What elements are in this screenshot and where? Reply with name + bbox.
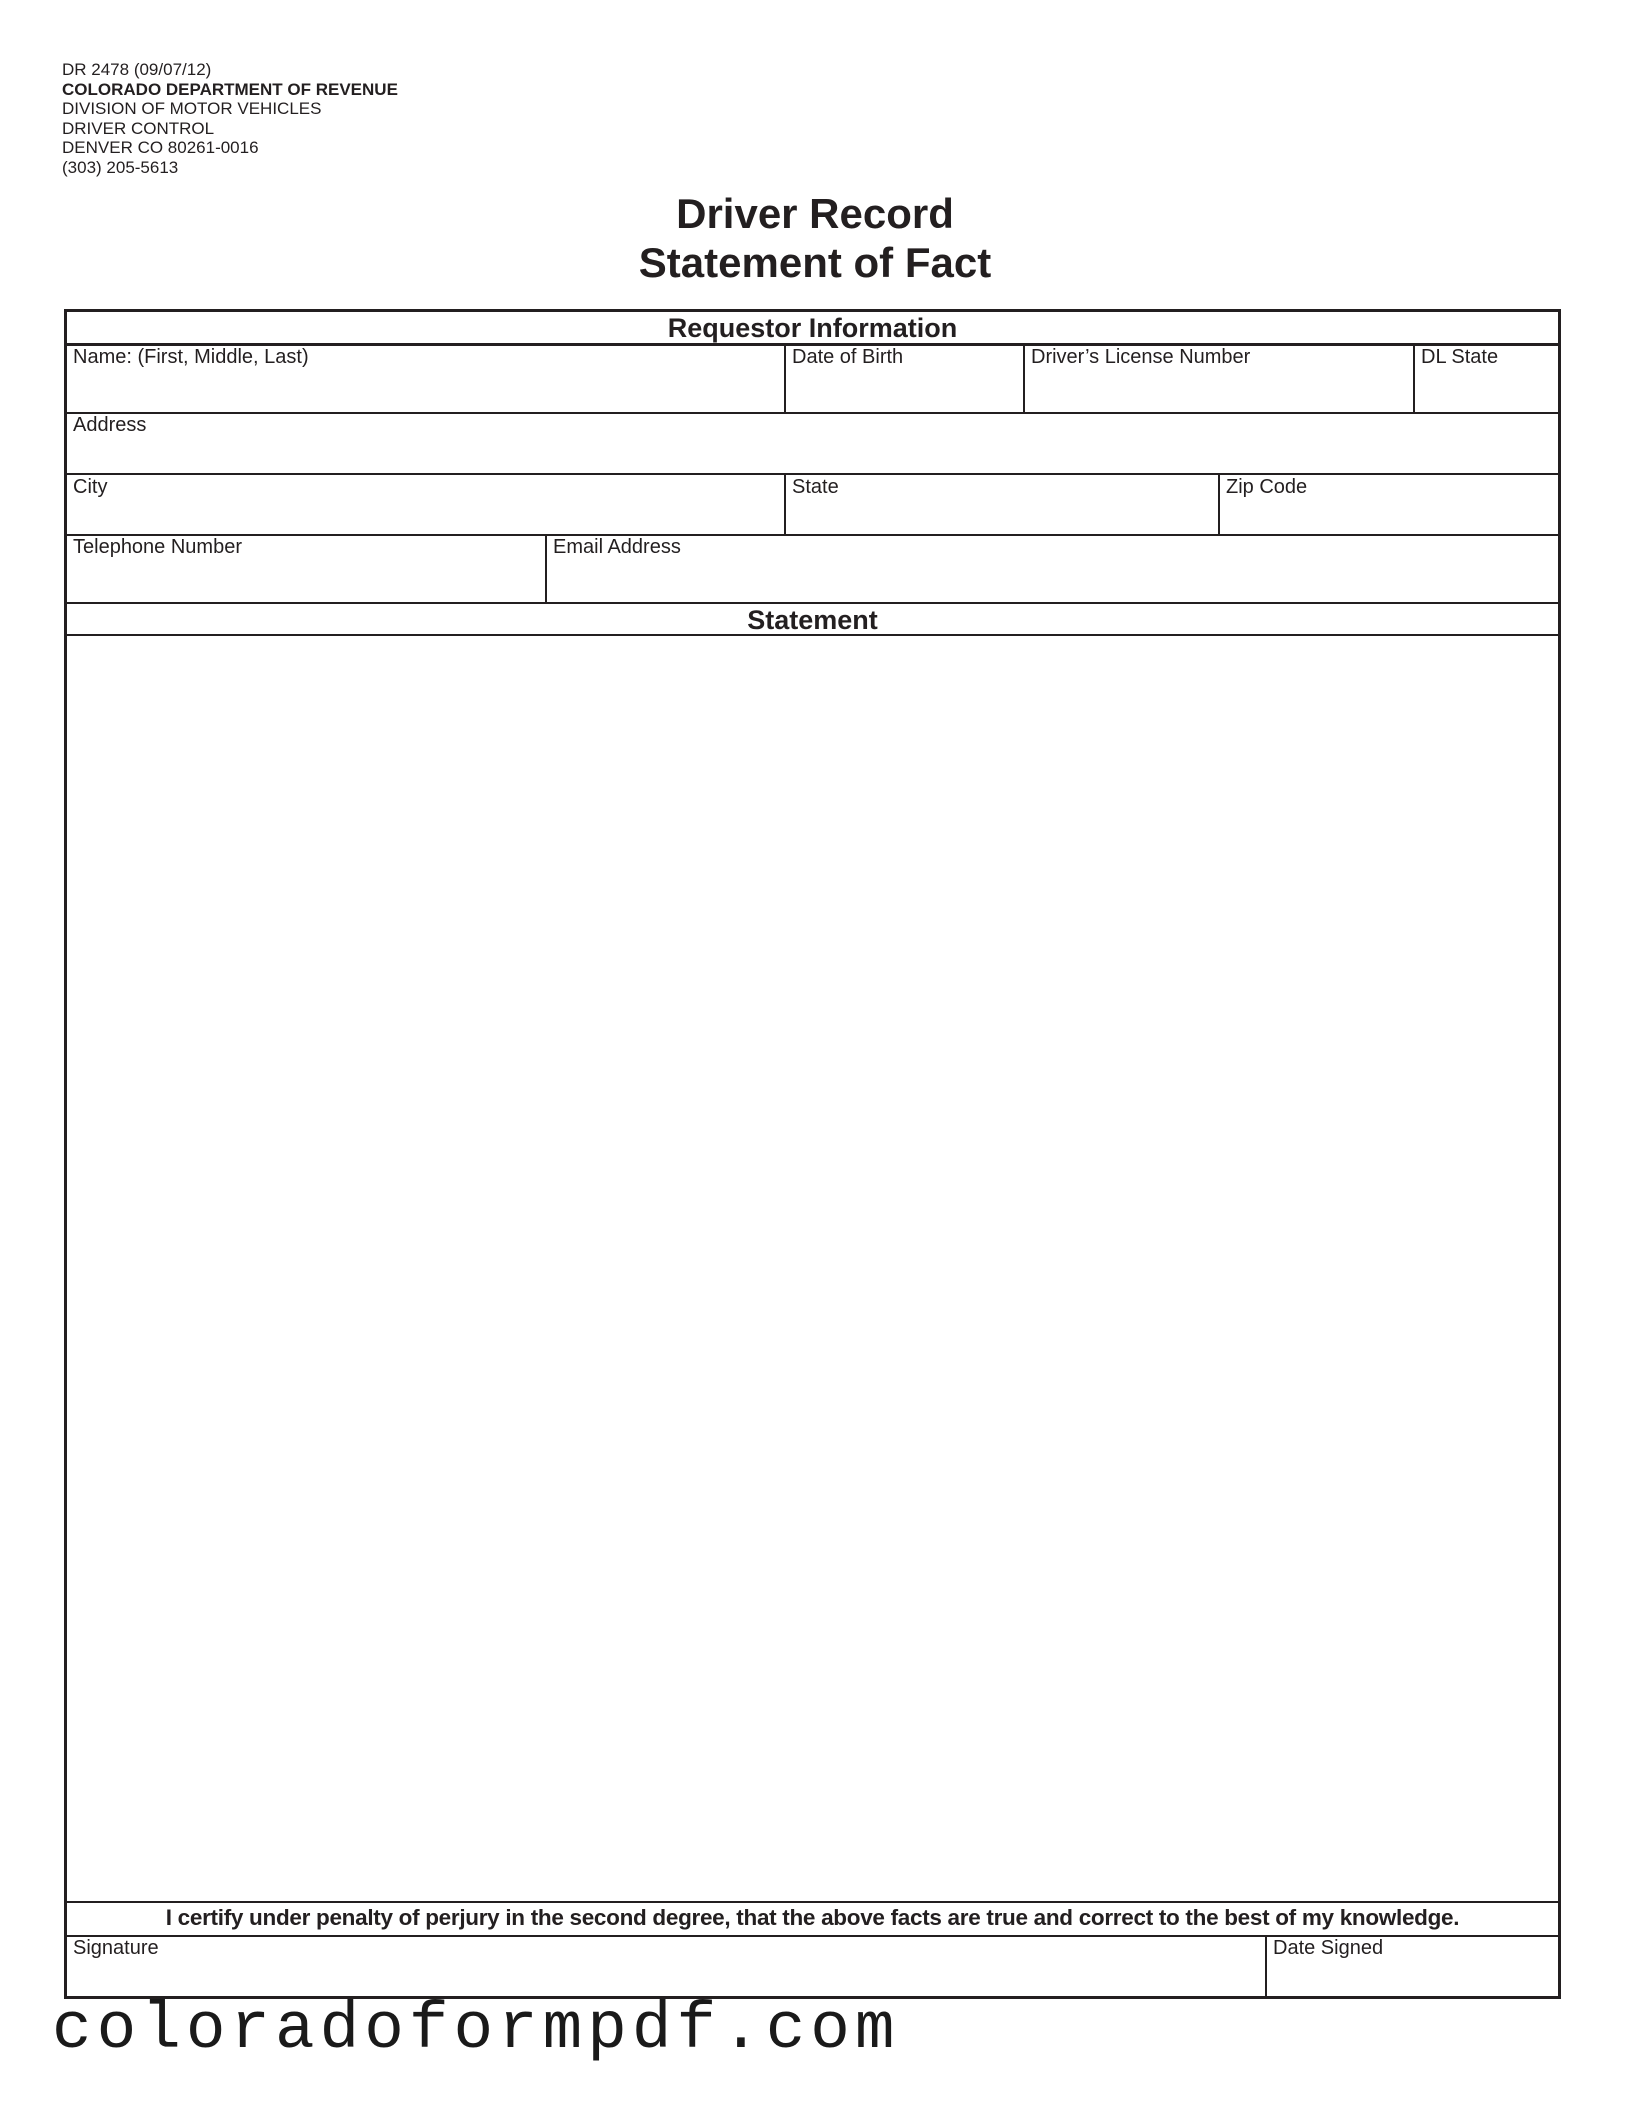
statement-form bbox=[64, 309, 1561, 1999]
section-name: DRIVER CONTROL bbox=[62, 118, 215, 138]
divider bbox=[67, 1901, 1558, 1903]
dob-field-label: Date of Birth bbox=[792, 346, 904, 368]
agency-address: DENVER CO 80261-0016 bbox=[62, 138, 259, 157]
telephone-field-label: Telephone Number bbox=[73, 536, 242, 558]
divider bbox=[67, 534, 1558, 536]
statement-text-area[interactable] bbox=[67, 636, 1558, 1900]
divider bbox=[1218, 474, 1220, 535]
agency-phone: (303) 205-5613 bbox=[62, 157, 179, 177]
division-name: DIVISION OF MOTOR VEHICLES bbox=[62, 99, 322, 118]
department-name: COLORADO DEPARTMENT OF REVENUE bbox=[62, 79, 398, 99]
address-field-label: Address bbox=[73, 414, 147, 436]
divider bbox=[784, 345, 786, 413]
divider bbox=[1023, 345, 1025, 413]
signature-field-label: Signature bbox=[73, 1937, 159, 1959]
statement-heading: Statement bbox=[747, 605, 878, 635]
divider bbox=[67, 473, 1558, 475]
state-field-label: State bbox=[792, 476, 839, 498]
dl-number-field-label: Driver’s License Number bbox=[1031, 346, 1251, 368]
page-title-line2: Statement of Fact bbox=[638, 239, 992, 286]
certification-statement: I certify under penalty of perjury in the second degree, that the above facts are true and correct to the best of my knowledge. bbox=[165, 1905, 1460, 1930]
divider bbox=[1413, 345, 1415, 413]
form-number: DR 2478 (09/07/12) bbox=[62, 60, 212, 79]
dl-state-field-label: DL State bbox=[1421, 346, 1499, 368]
site-watermark: coloradoformpdf.com bbox=[52, 1992, 900, 2067]
email-field-label: Email Address bbox=[553, 536, 681, 558]
divider bbox=[784, 474, 786, 535]
divider bbox=[1265, 1936, 1267, 1998]
agency-header bbox=[62, 60, 398, 177]
page-title-line1: Driver Record bbox=[676, 190, 954, 237]
divider bbox=[545, 535, 547, 603]
date-signed-field-label: Date Signed bbox=[1273, 1937, 1384, 1959]
name-field-label: Name: (First, Middle, Last) bbox=[73, 346, 309, 368]
divider bbox=[67, 412, 1558, 414]
zip-field-label: Zip Code bbox=[1226, 476, 1308, 498]
city-field-label: City bbox=[73, 476, 108, 498]
requestor-heading: Requestor Information bbox=[667, 313, 958, 343]
